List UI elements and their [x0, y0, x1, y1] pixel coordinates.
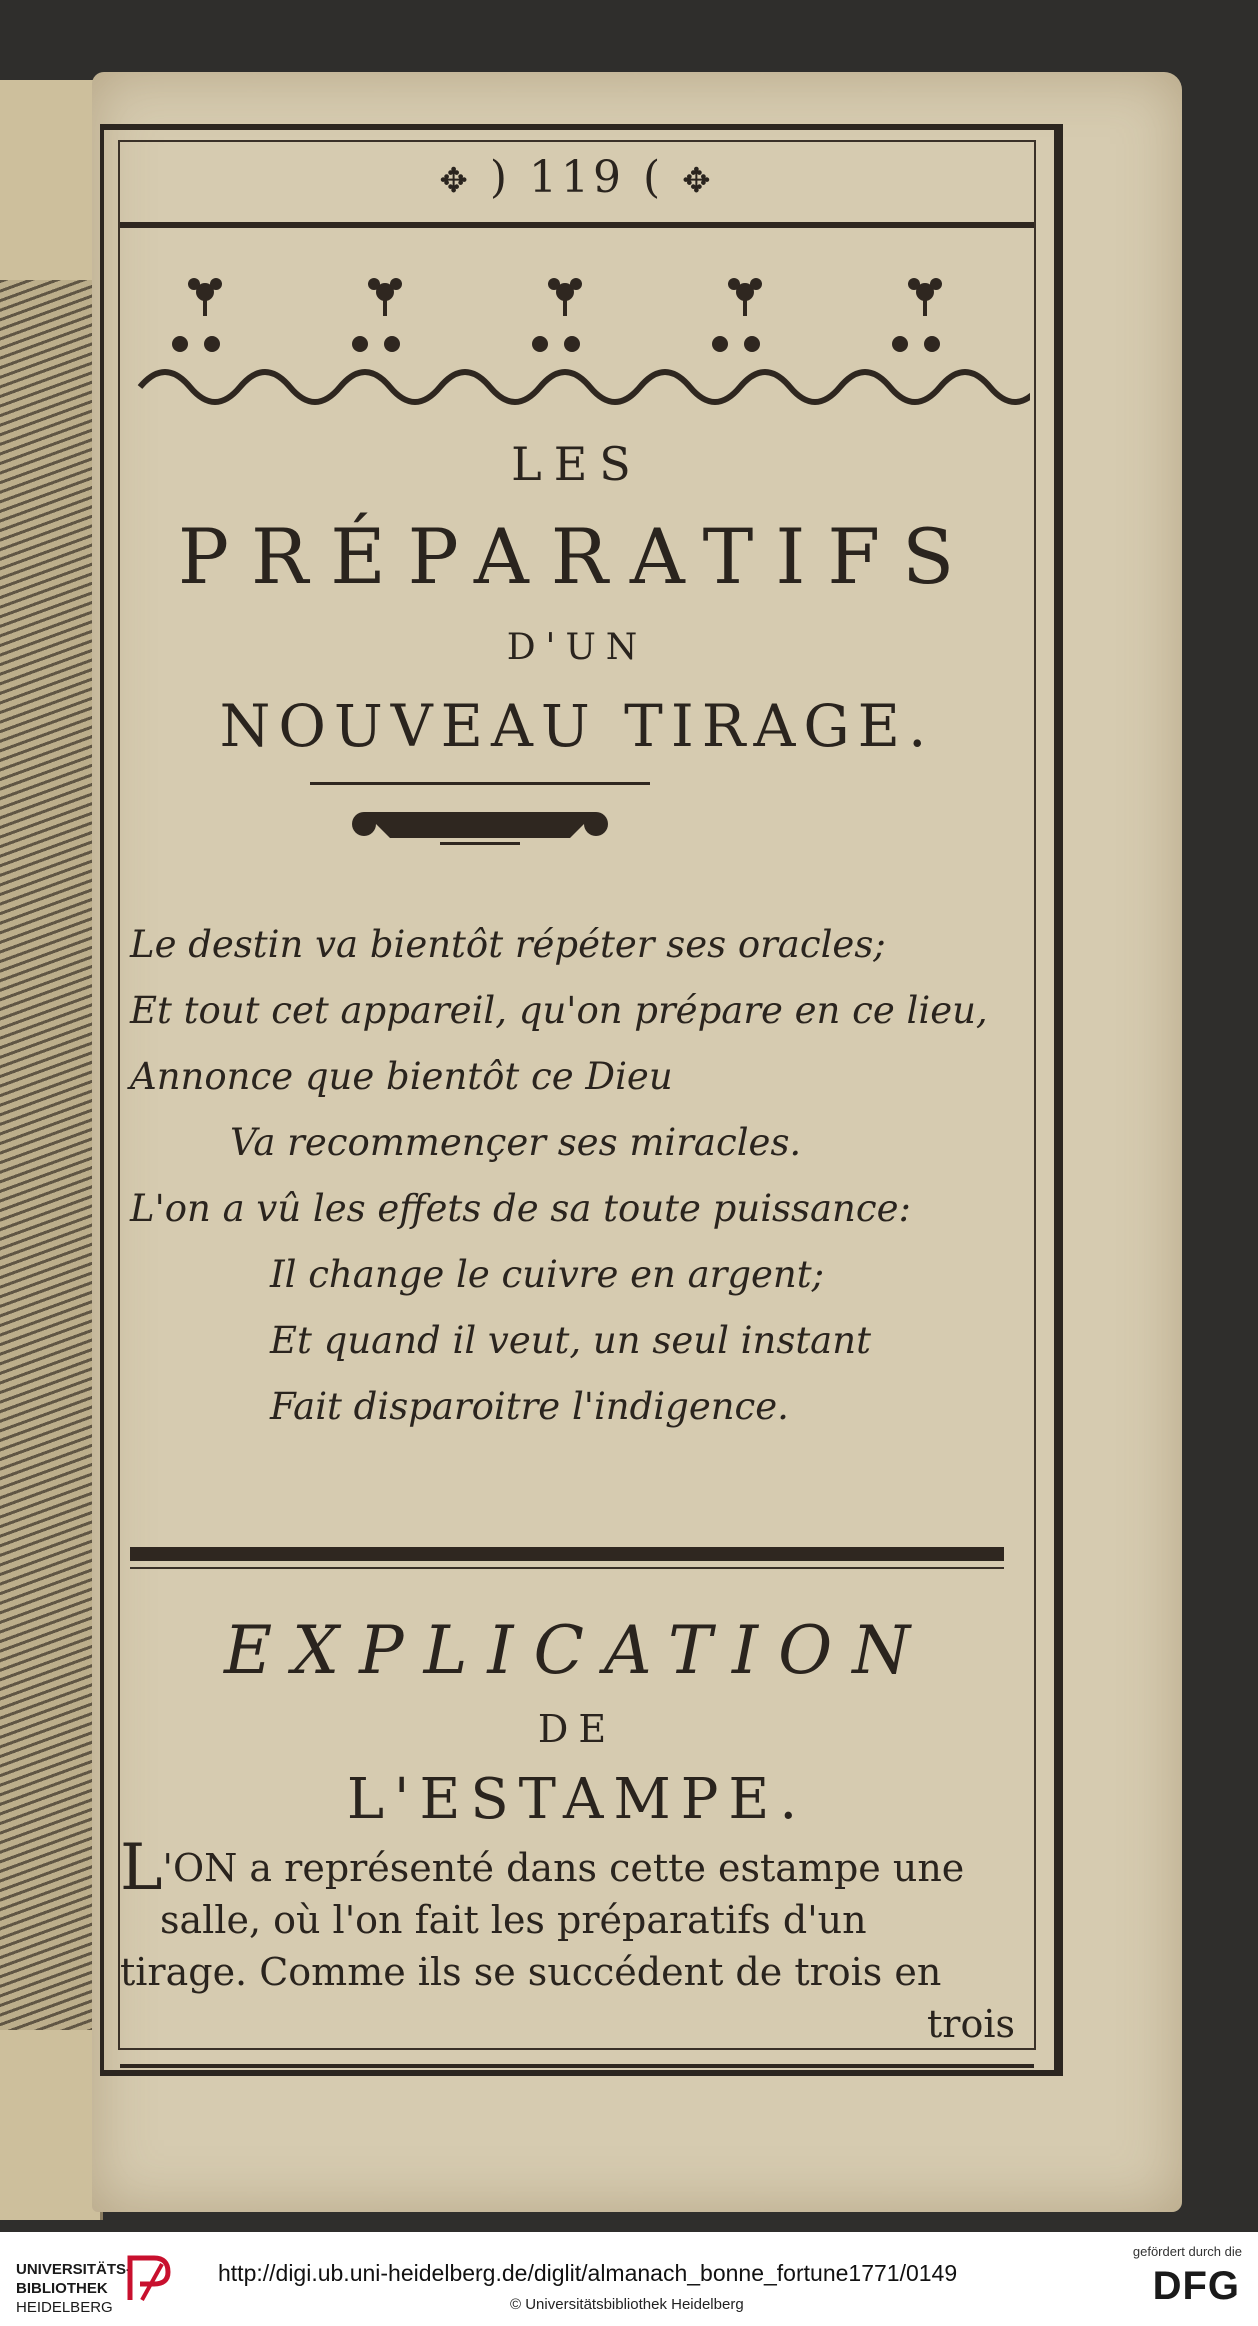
title-dun: D'UN — [506, 627, 648, 668]
flower-icon — [188, 278, 222, 316]
section-rule-thin — [130, 1567, 1004, 1569]
flower-icon — [548, 278, 582, 316]
facing-page-edge — [0, 80, 103, 2220]
body-line-1-text: 'ON a représenté dans cette estampe une — [162, 1846, 965, 1890]
floral-ornament-band — [130, 262, 1030, 412]
small-flowers-row — [172, 336, 940, 352]
drop-cap: L — [120, 1831, 163, 1905]
flower-icon — [728, 278, 762, 316]
poem-line: Le destin va bientôt répéter ses oracles; — [130, 923, 886, 966]
library-name-line: UNIVERSITÄTS- — [16, 2261, 132, 2278]
dfg-logo: DFG — [1152, 2264, 1240, 2308]
copyright-text: © Universitätsbibliothek Heidelberg — [510, 2296, 744, 2313]
page-border-inner — [118, 140, 1036, 2050]
library-logo-icon — [124, 2250, 174, 2306]
section-rule-thick — [130, 1547, 1004, 1561]
flower-icon — [368, 278, 402, 316]
fleuron-right-icon: ✥ — [682, 161, 715, 201]
poem-line: Il change le cuivre en argent; — [270, 1253, 825, 1296]
catchword: trois — [927, 2002, 1015, 2046]
title-preparatifs: PRÉPARATIFS — [177, 512, 977, 601]
bottom-rule — [120, 2064, 1034, 2068]
flower-icon — [908, 278, 942, 316]
permalink-url[interactable]: http://digi.ub.uni-heidelberg.de/diglit/almanach_bonne_fortune1771/0149 — [218, 2260, 958, 2286]
title-nouveau-tirage: NOUVEAU TIRAGE. — [219, 692, 935, 760]
heading-explication: EXPLICATION — [224, 1612, 930, 1689]
body-line: salle, où l'on fait les préparatifs d'un — [160, 1898, 867, 1942]
poem-line: Annonce que bientôt ce Dieu — [130, 1055, 673, 1098]
poem-line: Et quand il veut, un seul instant — [270, 1319, 871, 1362]
poem-line: Et tout cet appareil, qu'on prépare en ce lieu, — [130, 989, 988, 1032]
page-border — [100, 124, 1063, 2076]
title-divider-line — [310, 782, 650, 785]
fleuron-left-icon: ✥ — [439, 161, 472, 201]
body-line — [120, 1831, 1025, 1905]
poem-line: Va recommençer ses miracles. — [230, 1121, 802, 1164]
book-page — [92, 72, 1182, 2212]
funding-note: gefördert durch die — [1132, 2244, 1242, 2259]
body-line: tirage. Comme ils se succédent de trois en — [120, 1950, 942, 1994]
poem — [130, 912, 1010, 1440]
scroll-ornament-icon — [350, 794, 610, 854]
page-number-value: 119 — [529, 152, 625, 203]
facing-page-engraving — [0, 280, 100, 2030]
poem-line: L'on a vû les effets de sa toute puissance: — [130, 1187, 911, 1230]
header-bar — [120, 142, 1034, 228]
library-logo-text — [16, 2260, 131, 2317]
library-name-line: BIBLIOTHEK — [16, 2280, 108, 2297]
heading-estampe: L'ESTAMPE. — [346, 1767, 808, 1832]
poem-line: Fait disparoitre l'indigence. — [270, 1385, 789, 1428]
footer-bar — [0, 2232, 1258, 2326]
scroll-vine — [140, 372, 1030, 402]
library-city-line: HEIDELBERG — [16, 2299, 113, 2316]
page-number: ✥ ) 119 ( ✥ — [439, 152, 715, 203]
title-les: LES — [511, 437, 643, 491]
body-text — [120, 1831, 1025, 2050]
heading-de: DE — [537, 1707, 617, 1751]
